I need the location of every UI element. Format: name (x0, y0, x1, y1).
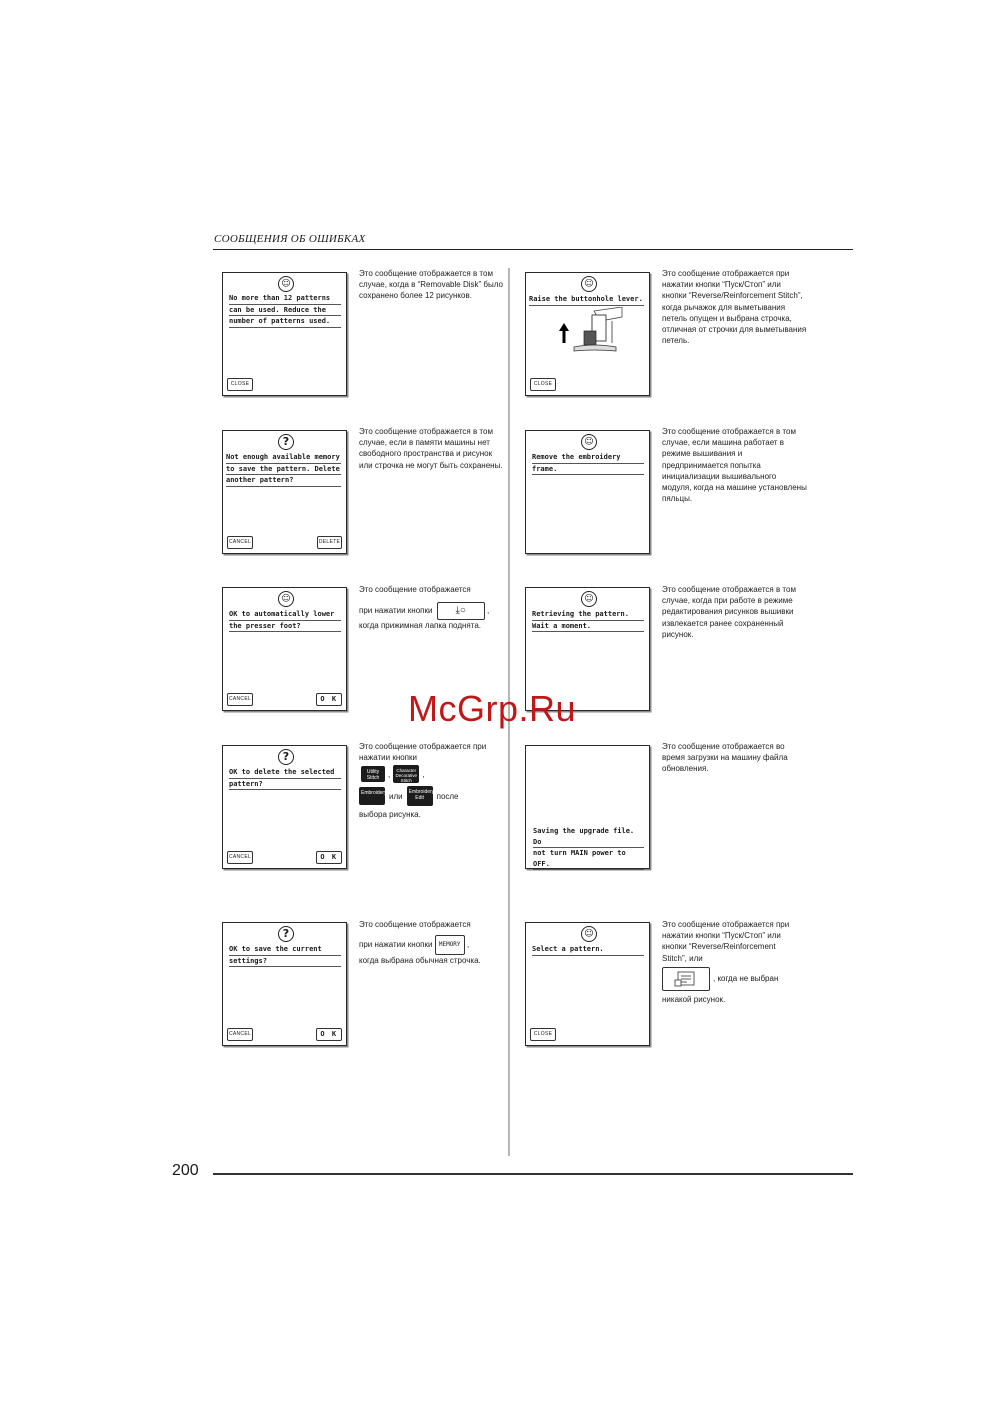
description: Это сообщение отображается в том случае, когда в “Removable Disk” было сохранено более 12 рисунков. (359, 269, 503, 301)
description-line: никакой рисунок. (662, 994, 726, 1004)
description: Это сообщение отображается в том случае, если в памяти машины нет свободного пространства и рисунок или строчка не могут быть сохранены. (359, 427, 503, 470)
error-screen-not-enough-memory (222, 430, 347, 554)
error-screen-save-settings (222, 922, 347, 1046)
description-line (359, 602, 509, 620)
screen-message-line: Retrieving the pattern. (532, 609, 644, 621)
description-text: при нажатии кнопки (359, 940, 433, 950)
screen-message-line: to save the pattern. Delete (226, 464, 341, 476)
description (662, 919, 802, 1005)
description-text: , когда не выбран (713, 974, 779, 984)
pattern-select-key-icon (662, 967, 710, 991)
face-icon: ☺ (581, 276, 597, 292)
status-screen-saving-upgrade (525, 745, 650, 869)
screen-message-line: Select a pattern. (532, 944, 644, 956)
screen-message (532, 609, 644, 632)
screen-message-line: OK to save the current (229, 944, 341, 956)
screen-message (529, 294, 644, 306)
question-icon: ? (278, 434, 294, 450)
screen-message-line: not turn MAIN power to OFF. (533, 848, 644, 870)
watermark: McGrp.Ru (408, 688, 577, 729)
screen-message (229, 944, 341, 967)
description (359, 919, 504, 966)
screen-message-line: OK to automatically lower (229, 609, 341, 621)
embroidery-key-icon: Embroidery (359, 787, 385, 805)
description-line: выбора рисунка. (359, 810, 421, 820)
ok-button[interactable]: O K (316, 1028, 342, 1041)
description-line (359, 741, 504, 763)
section-rule (213, 249, 853, 250)
screen-message-line: No more than 12 patterns (229, 293, 341, 305)
ok-button[interactable]: O K (316, 693, 342, 706)
screen-message (229, 609, 341, 632)
memory-key-icon: MEMORY (435, 935, 465, 955)
close-button[interactable]: CLOSE (227, 378, 253, 391)
screen-message-line: settings? (229, 956, 341, 968)
question-icon: ? (278, 749, 294, 765)
description-line: когда выбрана обычная строчка. (359, 956, 481, 966)
screen-message-line: another pattern? (226, 475, 341, 487)
cancel-button[interactable]: CANCEL (227, 1028, 253, 1041)
description-line (359, 935, 504, 955)
error-screen-too-many-patterns (222, 272, 347, 396)
separator: , (422, 769, 425, 779)
error-screen-select-pattern (525, 922, 650, 1046)
buttonhole-lever-illustration (554, 307, 624, 355)
question-icon: ? (278, 926, 294, 942)
description-text: , (486, 606, 490, 616)
description-text: , (466, 940, 470, 950)
description-text: Это сообщение отображается при нажатии кнопки (359, 742, 487, 763)
key-row (359, 786, 504, 806)
close-button[interactable]: CLOSE (530, 1028, 556, 1041)
page-number: 200 (172, 1162, 199, 1179)
description-text: после (436, 791, 459, 801)
delete-button[interactable]: DELETE (317, 536, 342, 549)
description-line: когда прижимная лапка поднята. (359, 621, 481, 631)
page-rule (213, 1173, 853, 1175)
description: Это сообщение отображается в том случае, если машина работает в режиме вышивания и предпринимается попытка инициализации вышивального модуля, когда на машине установлены пяльцы. (662, 427, 807, 504)
cancel-button[interactable]: CANCEL (227, 693, 253, 706)
description-line: Это сообщение отображается при нажатии кнопки “Пуск/Стоп” или кнопки “Reverse/Reinforcement Stitch”, или (662, 920, 790, 963)
face-icon: ☺ (581, 591, 597, 607)
utility-stitch-key-icon: Utility Stitch (361, 766, 385, 782)
description (359, 584, 509, 631)
screen-message-line: Remove the embroidery (532, 452, 644, 464)
description-line: Это сообщение отображается (359, 920, 471, 929)
section-title: СООБЩЕНИЯ ОБ ОШИБКАХ (214, 233, 366, 245)
separator: , (388, 769, 391, 779)
description-text: или (389, 791, 403, 801)
screen-message-line: Not enough available memory (226, 452, 341, 464)
error-screen-lower-presser-foot (222, 587, 347, 711)
presser-foot-button-icon: ⤓○ (437, 602, 485, 620)
screen-message-line: number of patterns used. (229, 316, 341, 328)
close-button[interactable]: CLOSE (530, 378, 556, 391)
screen-message (533, 826, 644, 870)
description (359, 741, 504, 821)
cancel-button[interactable]: CANCEL (227, 851, 253, 864)
face-icon: ☺ (278, 276, 294, 292)
error-screen-raise-buttonhole-lever (525, 272, 650, 396)
screen-message-line: pattern? (229, 779, 341, 791)
screen-message-line: Raise the buttonhole lever. (529, 294, 644, 306)
error-screen-delete-selected-pattern (222, 745, 347, 869)
description-line (662, 967, 802, 991)
cancel-button[interactable]: CANCEL (227, 536, 253, 549)
error-screen-remove-embroidery-frame (525, 430, 650, 554)
description-text: при нажатии кнопки (359, 606, 433, 616)
embroidery-edit-key-icon: Embroidery Edit (407, 786, 433, 806)
description-line: Это сообщение отображается (359, 585, 471, 594)
ok-button[interactable]: O K (316, 851, 342, 864)
screen-message-line: Saving the upgrade file. Do (533, 826, 644, 848)
screen-message-line: OK to delete the selected (229, 767, 341, 779)
key-row (359, 765, 504, 783)
face-icon: ☺ (278, 591, 294, 607)
screen-message (229, 293, 341, 328)
description: Это сообщение отображается при нажатии кнопки “Пуск/Стоп” или кнопки “Reverse/Reinforcement Stitch”, когда рычажок для выметывания петель опущен и выбрана строчка, отличная от строчки для выметывания петель. (662, 269, 807, 346)
description: Это сообщение отображается во время загрузки на машину файла обновления. (662, 742, 788, 774)
screen-message-line: the presser foot? (229, 621, 341, 633)
screen-message (532, 944, 644, 956)
screen-message-line: frame. (532, 464, 644, 476)
screen-message-line: Wait a moment. (532, 621, 644, 633)
face-icon: ☺ (581, 926, 597, 942)
screen-message (532, 452, 644, 475)
description: Это сообщение отображается в том случае, когда при работе в режиме редактирования рисунков вышивки извлекается ранее сохраненный рисунок. (662, 585, 796, 639)
screen-message-line: can be used. Reduce the (229, 305, 341, 317)
character-decorative-key-icon: Character Decorative Stitch (393, 765, 419, 783)
screen-message (229, 767, 341, 790)
face-icon: ☺ (581, 434, 597, 450)
screen-message (226, 452, 341, 487)
pattern-icon (663, 968, 709, 990)
